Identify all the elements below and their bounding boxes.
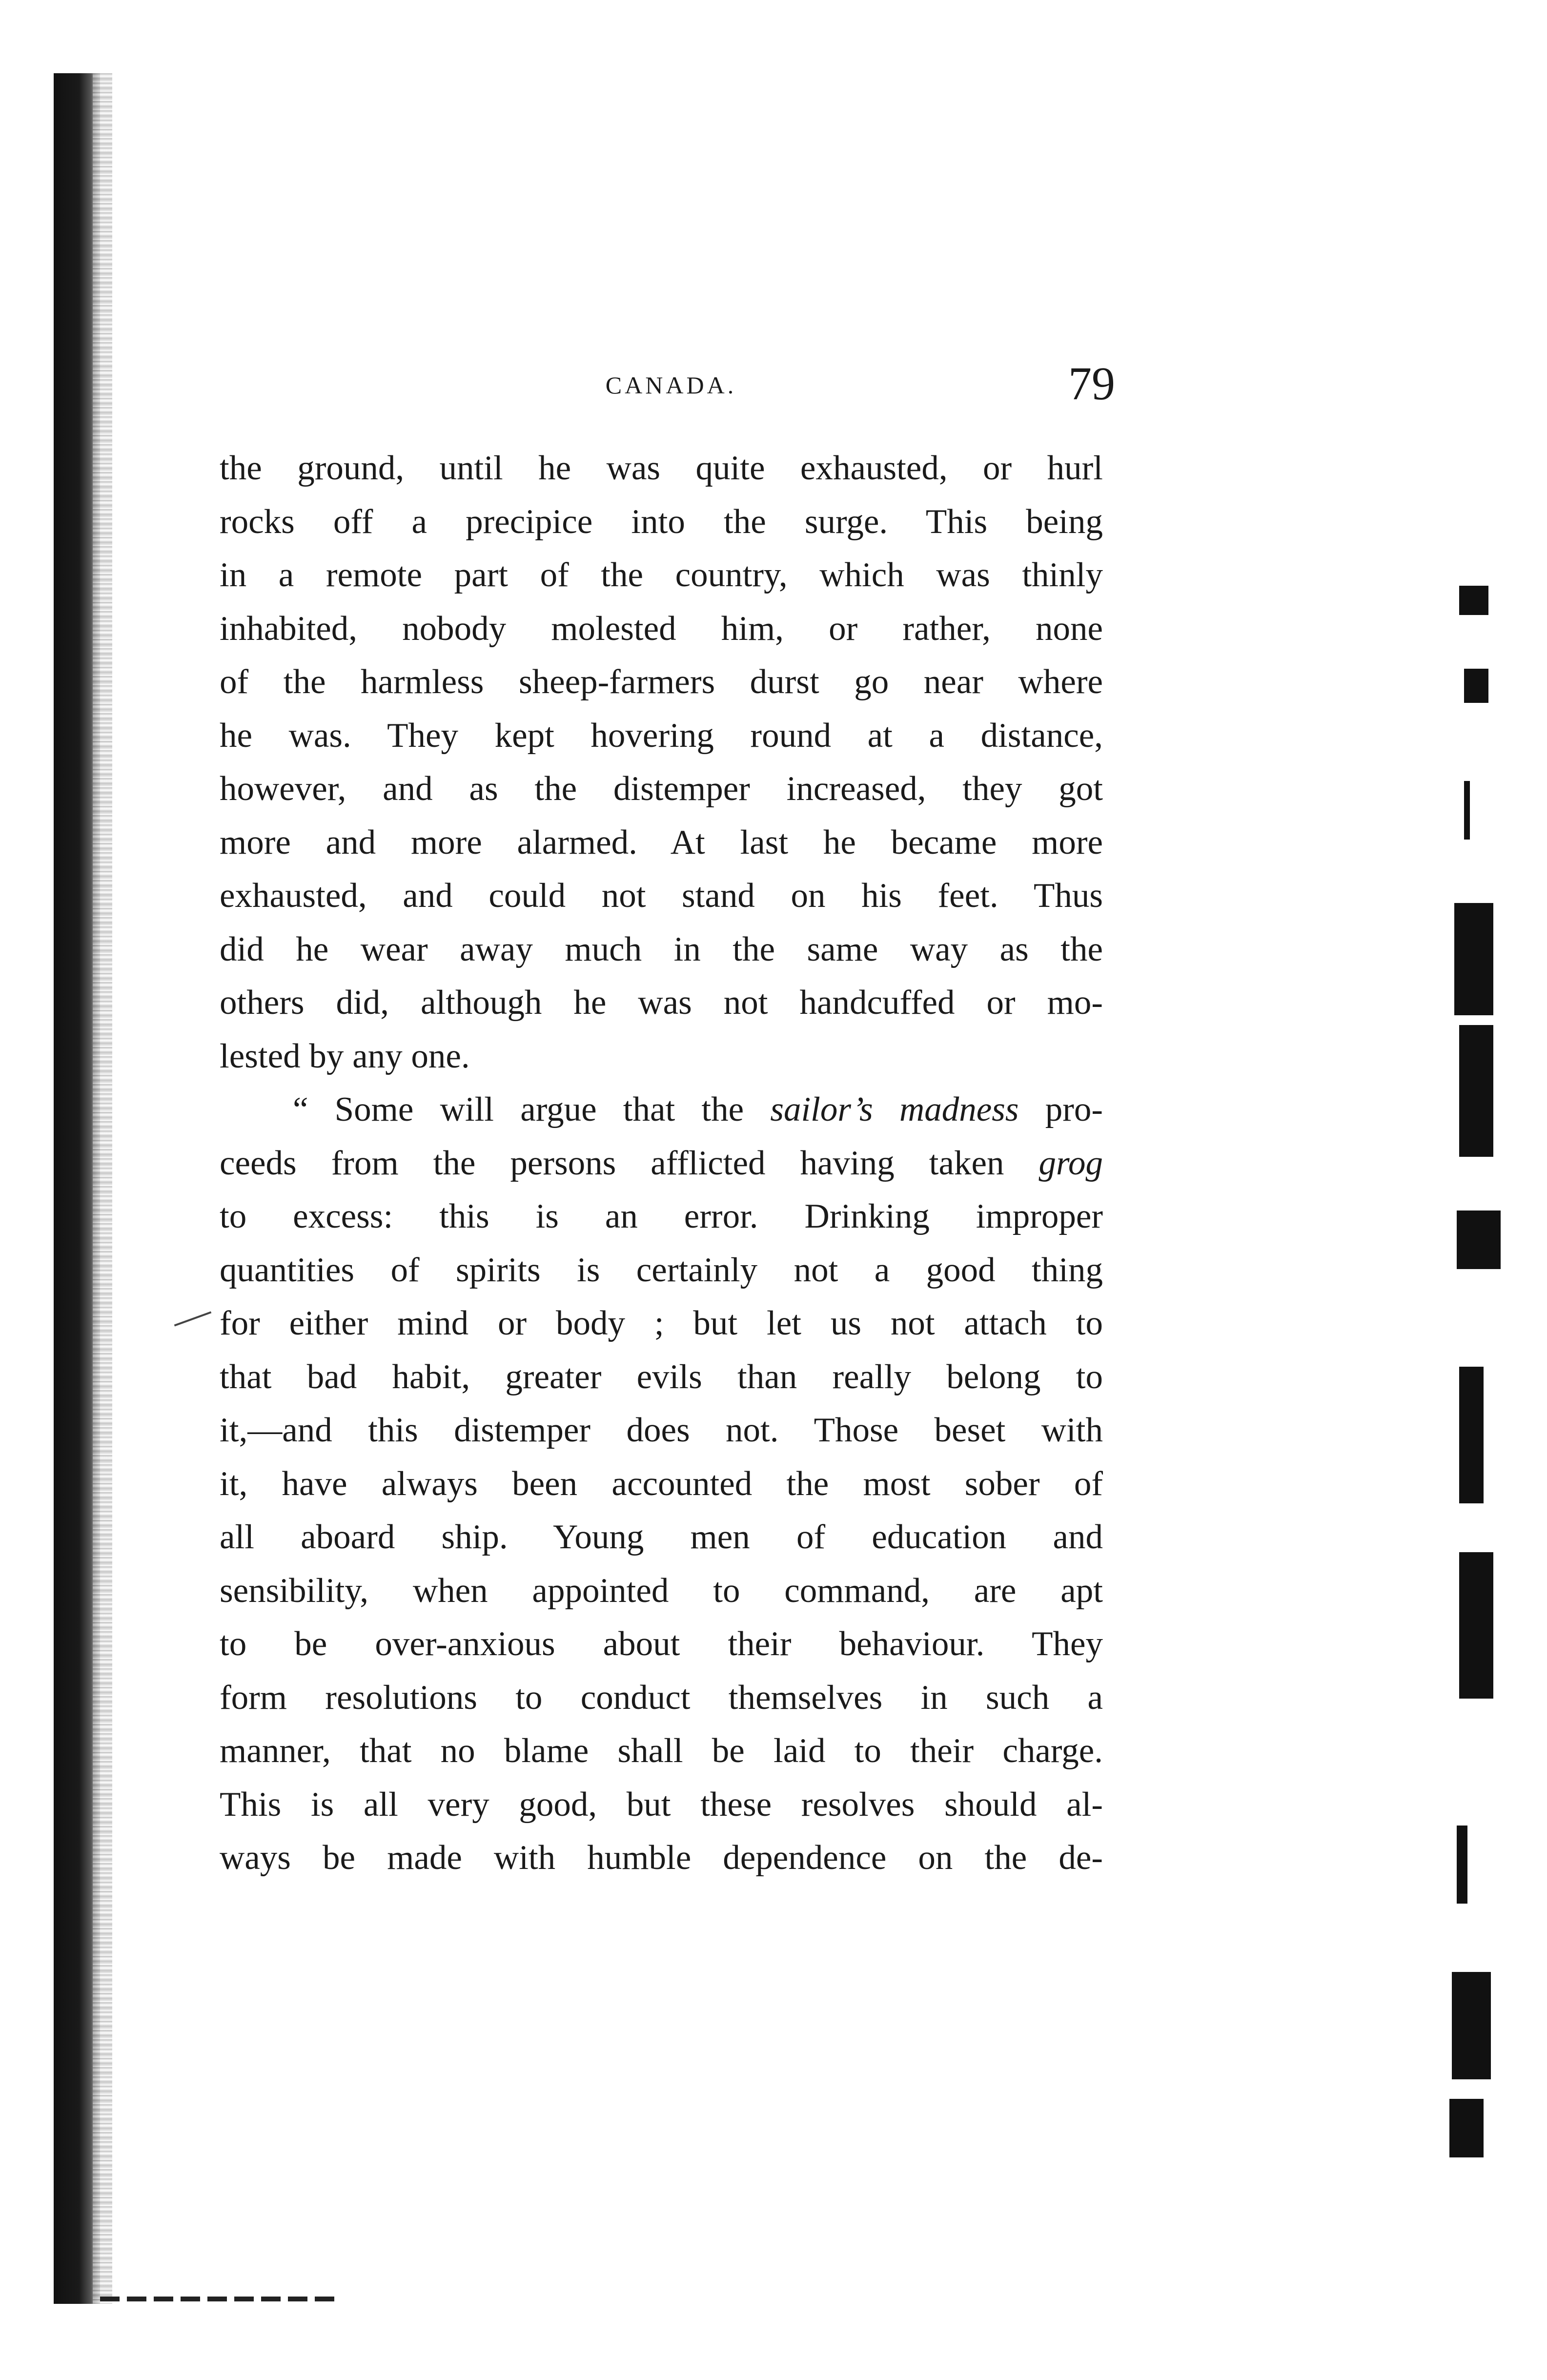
text-line: the ground, until he was quite exhausted, or hurl [220, 449, 1103, 487]
edge-artifact [1464, 781, 1470, 840]
text-line: did he wear away much in the same way as the [220, 930, 1103, 968]
body-text [220, 442, 1103, 1885]
text-line: quantities of spirits is certainly not a good thing [220, 1251, 1103, 1289]
text-line: lested by any one. [220, 1037, 470, 1075]
running-head [227, 356, 1115, 410]
text-line [220, 1083, 1103, 1137]
text-line: it,—and this distemper does not. Those beset with [220, 1411, 1103, 1449]
margin-pencil-mark [174, 1311, 212, 1326]
text-run: pro- [1018, 1090, 1103, 1128]
page-number: 79 [1068, 357, 1115, 410]
text-line: for either mind or body ; but let us not attach to [220, 1304, 1103, 1342]
text-line: to excess: this is an error. Drinking improper [220, 1197, 1103, 1235]
text-line: of the harmless sheep-farmers durst go near where [220, 663, 1103, 701]
bottom-scan-mark [100, 2297, 334, 2301]
text-line: ways be made with humble dependence on the de- [220, 1839, 1103, 1877]
italic-run: sailor’s madness [770, 1090, 1019, 1128]
text-run: “ Some will argue that the [293, 1090, 771, 1128]
edge-artifact [1464, 669, 1488, 703]
text-line: that bad habit, greater evils than really belong to [220, 1357, 1103, 1396]
text-line: exhausted, and could not stand on his feet. Thus [220, 877, 1103, 915]
binding-edge-speckle [93, 73, 112, 2304]
text-line: in a remote part of the country, which was thinly [220, 556, 1103, 594]
text-line: all aboard ship. Young men of education and [220, 1518, 1103, 1556]
text-line: rocks off a precipice into the surge. This being [220, 502, 1103, 541]
italic-run: grog [1038, 1144, 1103, 1182]
edge-artifact [1457, 1826, 1467, 1904]
edge-artifact [1457, 1211, 1501, 1269]
edge-artifact [1459, 586, 1488, 615]
text-line [220, 1137, 1103, 1190]
edge-artifact [1452, 1972, 1491, 2079]
text-line: however, and as the distemper increased, they got [220, 770, 1103, 808]
text-line: more and more alarmed. At last he became more [220, 823, 1103, 862]
text-line: manner, that no blame shall be laid to their charge. [220, 1732, 1103, 1770]
edge-artifact [1459, 1552, 1493, 1699]
text-line: to be over-anxious about their behaviour. They [220, 1625, 1103, 1663]
text-line: it, have always been accounted the most sober of [220, 1464, 1103, 1503]
text-line: This is all very good, but these resolves should al- [220, 1785, 1103, 1824]
text-line: he was. They kept hovering round at a distance, [220, 716, 1103, 755]
edge-artifact [1449, 2099, 1484, 2157]
edge-artifact [1459, 1025, 1493, 1157]
text-line: sensibility, when appointed to command, are apt [220, 1571, 1103, 1610]
edge-artifact [1454, 903, 1493, 1015]
text-line: inhabited, nobody molested him, or rather, none [220, 609, 1103, 648]
text-run: ceeds from the persons afflicted having taken [220, 1144, 1039, 1182]
text-line: form resolutions to conduct themselves in such a [220, 1678, 1103, 1717]
edge-artifact [1459, 1367, 1484, 1503]
text-line: others did, although he was not handcuffed or mo- [220, 984, 1103, 1022]
running-title: CANADA. [605, 371, 737, 399]
